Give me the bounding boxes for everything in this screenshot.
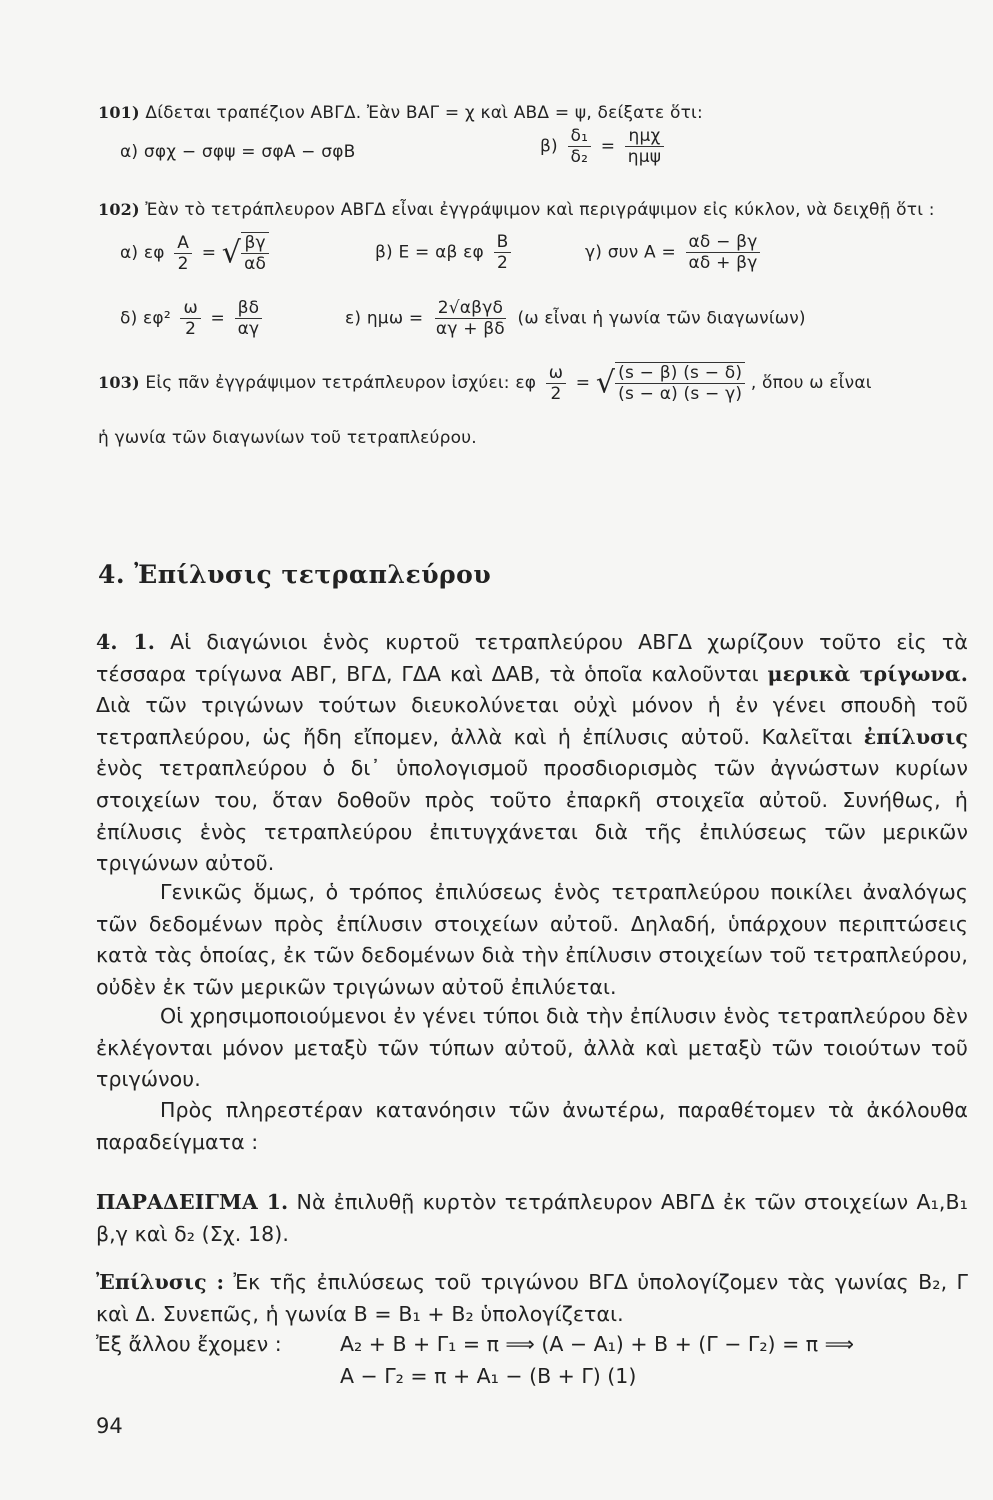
page-number: 94	[96, 1414, 123, 1438]
fraction	[180, 298, 200, 339]
denominator: 2	[177, 253, 189, 274]
tail-text: , ὅπου ω εἶναι	[750, 373, 872, 393]
exercise-102-c	[585, 232, 764, 273]
numerator: ημχ	[625, 126, 663, 147]
numerator: (s − β) (s − δ)	[615, 363, 745, 384]
text-run: Διὰ τῶν τριγώνων τούτων διευκολύνεται οὐχὶ μόνον ἡ ἐν γένει σπουδὴ τοῦ τετραπλεύρου, ὡς ἤδη εἴπομεν, ἀλλὰ καὶ ἡ ἐπίλυσις αὐτοῦ. Καλεῖται	[96, 693, 968, 749]
numerator: Α	[174, 233, 192, 254]
numerator: αδ − βγ	[686, 232, 761, 253]
equals: =	[600, 136, 616, 157]
exercise-number: 101)	[98, 103, 140, 122]
exercise-103	[98, 362, 872, 404]
part-label: γ) συν Α =	[585, 242, 676, 263]
example-1	[96, 1187, 968, 1250]
paragraph-4-1	[96, 627, 968, 880]
exercise-text: Εἰς πᾶν ἐγγράψιμον τετράπλευρον ἰσχύει: εφ	[145, 373, 537, 393]
denominator: 2	[185, 319, 197, 339]
paragraph-number: 4. 1.	[96, 630, 155, 654]
exercise-103-line2: ἡ γωνία τῶν διαγωνίων τοῦ τετραπλεύρου.	[98, 428, 477, 448]
denominator: αγ + βδ	[435, 319, 505, 339]
equals: =	[201, 243, 217, 263]
equals: =	[575, 373, 591, 393]
example-text: Νὰ ἐπιλυθῇ κυρτὸν τετράπλευρον ΑΒΓΔ ἐκ τῶν στοιχείων Α₁,Β₁ β,γ καὶ δ₂ (Σχ. 18).	[96, 1190, 968, 1246]
numerator: δ₁	[568, 126, 592, 147]
part-label: β) Ε = αβ εφ	[375, 242, 484, 263]
exercise-text: Δίδεται τραπέζιον ΑΒΓΔ. Ἐὰν ΒΑΓ = χ καὶ ΑΒΔ = ψ, δείξατε ὅτι:	[145, 103, 703, 123]
example-label: ΠΑΡΑΔΕΙΓΜΑ 1.	[96, 1190, 289, 1214]
denominator: 2	[496, 253, 509, 273]
paragraph-4: Πρὸς πληρεστέραν κατανόησιν τῶν ἀνωτέρω, παραθέτομεν τὰ ἀκόλουθα παραδείγματα :	[96, 1098, 968, 1154]
fraction	[174, 233, 192, 274]
numerator: ω	[546, 363, 566, 384]
square-root: √ $\frac{\beta\gamma}{\alpha\delta}$	[222, 232, 269, 274]
exercise-101	[98, 103, 703, 123]
exercise-number: 103)	[98, 373, 140, 392]
text-run: Αἱ διαγώνιοι ἑνὸς κυρτοῦ τετραπλεύρου ΑΒΓΔ χωρίζουν τοῦτο εἰς τὰ τέσσαρα τρίγωνα ΑΒΓ, ΒΓΔ, ΓΔΑ καὶ ΔΑΒ, τὰ ὁποῖα καλοῦνται	[96, 630, 968, 686]
denominator: δ₂	[570, 147, 589, 167]
solution-label: Ἐπίλυσις :	[96, 1270, 225, 1294]
part-label: β)	[540, 136, 558, 157]
equals: =	[210, 308, 225, 329]
equation-line-2: Α − Γ₂ = π + Α₁ − (Β + Γ) (1)	[340, 1364, 637, 1388]
denominator: 2	[550, 383, 562, 404]
paragraph-3: Οἱ χρησιμοποιούμενοι ἐν γένει τύποι διὰ τὴν ἐπίλυσιν ἑνὸς τετραπλεύρου δὲν ἐκλέγονται μόνον μεταξὺ τῶν τύπων αὐτοῦ, ἀλλὰ καὶ μεταξὺ τῶν τοιούτων τοῦ τριγώνου.	[96, 1004, 968, 1092]
equation-line-1: Α₂ + Β + Γ₁ = π ⟹ (Α − Α₁) + Β + (Γ − Γ₂) = π ⟹	[340, 1332, 855, 1356]
fraction	[494, 232, 512, 273]
fraction	[686, 232, 761, 273]
denominator: ημψ	[627, 147, 662, 167]
part-label: δ) εφ²	[120, 308, 171, 329]
numerator: ω	[180, 298, 200, 319]
bold-term: ἐπίλυσις	[863, 724, 968, 749]
fraction	[433, 298, 508, 339]
numerator: 2√αβγδ	[435, 298, 506, 319]
solution-text: Ἐκ τῆς ἐπιλύσεως τοῦ τριγώνου ΒΓΔ ὑπολογίζομεν τὰς γωνίας Β₂, Γ καὶ Δ. Συνεπῶς, ἡ γωνία Β = Β₁ + Β₂ ὑπολογίζεται.	[96, 1270, 968, 1326]
numerator: Β	[494, 232, 512, 253]
exercise-number: 102)	[98, 200, 140, 219]
square-root: √ $\frac{(s - \beta) (s - \delta)}{(s - \alpha) (s - \gamma)}$	[596, 362, 745, 404]
exercise-102-e	[345, 298, 806, 339]
exercise-102-d	[120, 298, 266, 339]
exercise-102-a	[120, 232, 269, 274]
paragraph-2: Γενικῶς ὅμως, ὁ τρόπος ἐπιλύσεως ἑνὸς τετραπλεύρου ποικίλει ἀναλόγως τῶν δεδομένων πρὸς ἐπίλυσιν στοιχείων αὐτοῦ. Δηλαδή, ὑπάρχουν περιπτώσεις κατὰ τὰς ὁποίας, ἐκ τῶν δεδομένων διὰ τὴν ἐπίλυσιν στοιχείων τοῦ τετραπλεύρου, οὐδὲν ἐκ τῶν μερικῶν τριγώνων αὐτοῦ ἐπιλύεται.	[96, 880, 968, 999]
fraction-sin	[625, 126, 664, 167]
exercise-102	[98, 200, 935, 220]
denominator: αγ	[237, 319, 260, 339]
note: (ω εἶναι ἡ γωνία τῶν διαγωνίων)	[517, 308, 806, 329]
text-run: ἑνὸς τετραπλεύρου ὁ δι᾽ ὑπολογισμοῦ προσδιορισμὸς τῶν ἀγνώστων κυρίων στοιχείων του, ὅταν δοθοῦν πρὸς τοῦτο ἐπαρκῆ στοιχεῖα αὐτοῦ. Συνήθως, ἡ ἐπίλυσις ἑνὸς τετραπλεύρου ἐπιτυγχάνεται διὰ τῆς ἐπιλύσεως τῶν μερικῶν τριγώνων αὐτοῦ.	[96, 756, 968, 876]
bold-term: μερικὰ τρίγωνα.	[767, 661, 968, 686]
exercise-text: Ἐὰν τὸ τετράπλευρον ΑΒΓΔ εἶναι ἐγγράψιμον καὶ περιγράψιμον εἰς κύκλον, νὰ δειχθῇ ὅτι :	[145, 200, 935, 220]
exercise-101-a: α) σφχ − σφψ = σφΑ − σφΒ	[120, 142, 356, 162]
part-label: α) εφ	[120, 243, 165, 263]
fraction	[235, 298, 263, 339]
fraction	[546, 363, 566, 404]
equation-intro: Ἐξ ἄλλου ἔχομεν :	[96, 1332, 282, 1356]
fraction-d1-d2	[568, 126, 592, 167]
denominator: (s − α) (s − γ)	[618, 384, 743, 404]
section-title: 4. Ἐπίλυσις τετραπλεύρου	[98, 560, 492, 589]
part-label: ε) ημω =	[345, 308, 424, 329]
exercise-101-b	[540, 126, 668, 167]
example-solution	[96, 1267, 968, 1330]
denominator: αδ + βγ	[688, 253, 758, 273]
numerator: βγ	[241, 233, 268, 254]
exercise-102-b	[375, 232, 515, 273]
denominator: αδ	[244, 254, 267, 274]
numerator: βδ	[235, 298, 263, 319]
